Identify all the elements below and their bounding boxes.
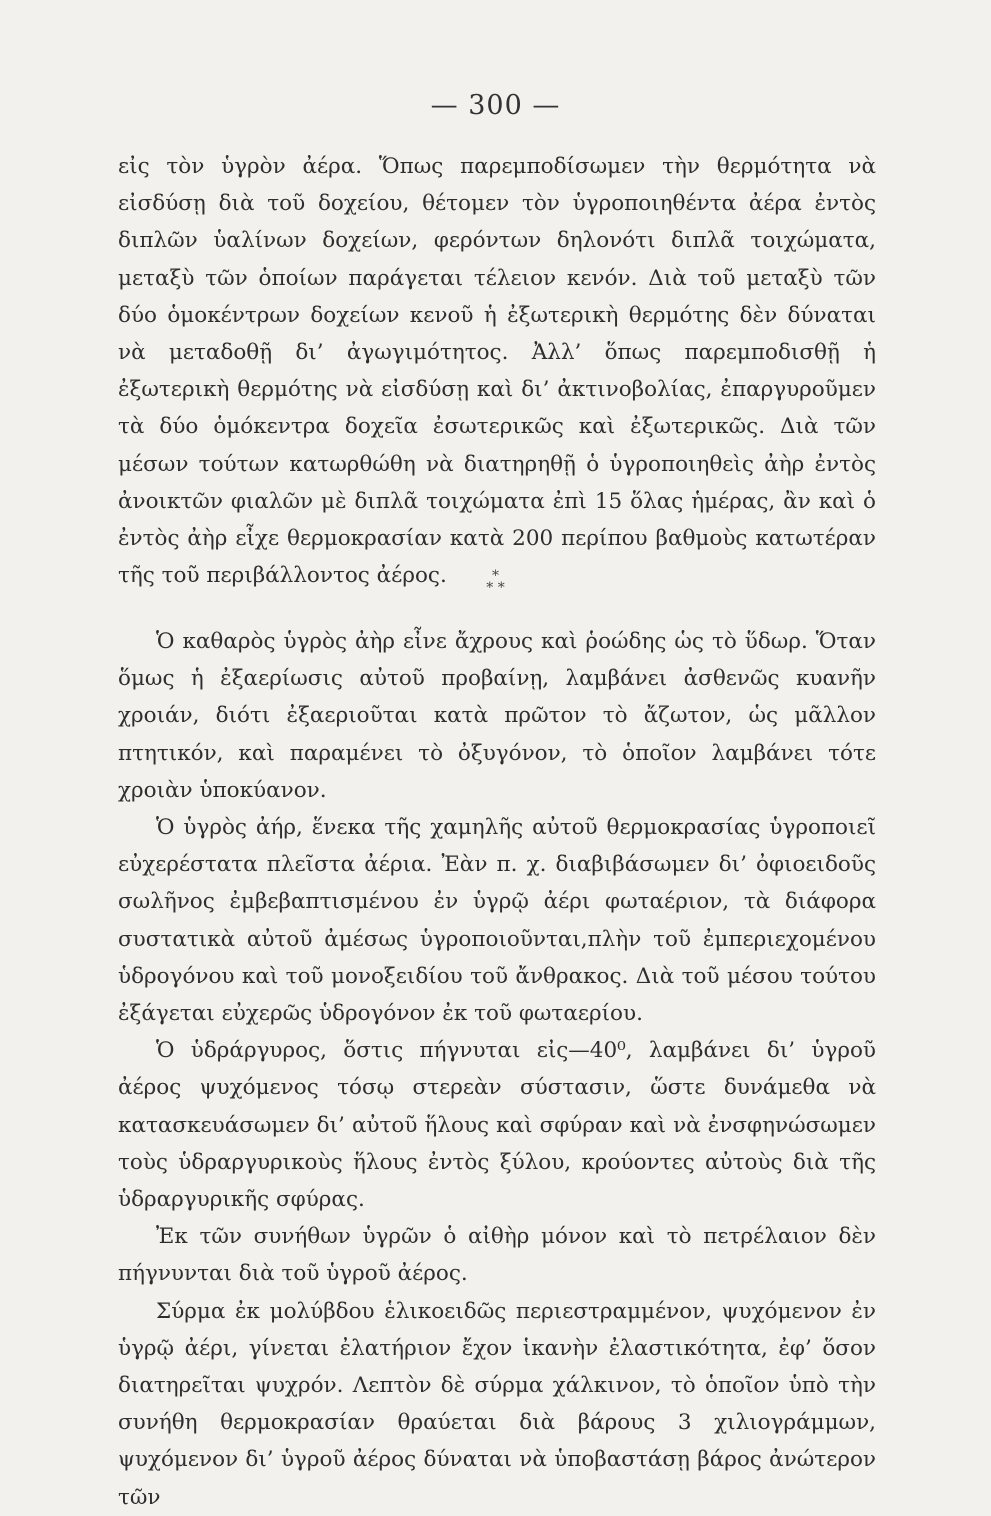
paragraph-continuation: εἰς τὸν ὑγρὸν ἀέρα. Ὅπως παρεμποδίσωμεν τὴν θερμότητα νὰ εἰσδύσῃ διὰ τοῦ δοχείου, θέτομεν τὸν ὑγροποιηθέντα ἀέρα ἐντὸς διπλῶν ὑαλίνων δοχείων, φερόντων δηλονότι διπλᾶ τοιχώματα, μεταξὺ τῶν ὁποίων παράγεται τέλειον κενόν. Διὰ τοῦ μεταξὺ τῶν δύο ὁμοκέντρων δοχείων κενοῦ ἡ ἐξωτερικὴ θερμότης δὲν δύναται νὰ μεταδοθῇ δι’ ἀγωγιμότητος. Ἀλλ’ ὅπως παρεμποδισθῇ ἡ ἐξωτερικὴ θερμότης νὰ εἰσδύσῃ καὶ δι’ ἀκτινοβολίας, ἐπαργυροῦμεν τὰ δύο ὁμόκεντρα δοχεῖα ἐσωτερικῶς καὶ ἐξωτερικῶς. Διὰ τῶν μέσων τούτων κατωρθώθη νὰ διατηρηθῇ ὁ ὑγροποιηθεὶς ἀὴρ ἐντὸς ἀνοικτῶν φιαλῶν μὲ διπλᾶ τοιχώματα ἐπὶ 15 ὅλας ἡμέρας, ἂν καὶ ὁ ἐντὸς ἀὴρ εἶχε θερμοκρασίαν κατὰ 200 περίπου βαθμοὺς κατωτέραν τῆς τοῦ περιβάλλοντος ἀέρος. xyxy=(118,154,876,589)
ornament-asterisk-top: * xyxy=(492,568,499,584)
text-block-bottom xyxy=(118,623,876,1516)
text-block-top xyxy=(118,148,876,594)
paragraph-liquid-air-color: Ὁ καθαρὸς ὑγρὸς ἀὴρ εἶνε ἄχρους καὶ ῥοώδης ὡς τὸ ὕδωρ. Ὅταν ὅμως ἡ ἐξαερίωσις αὐτοῦ προβαίνῃ, λαμβάνει ἀσθενῶς κυανῆν χροιάν, διότι ἐξαεριοῦται κατὰ πρῶτον τὸ ἄζωτον, ὡς μᾶλλον πτητικόν, καὶ παραμένει τὸ ὀξυγόνον, τὸ ὁποῖον λαμβάνει τότε χροιὰν ὑποκύανον. xyxy=(118,629,876,803)
paragraph-ether-petroleum: Ἐκ τῶν συνήθων ὑγρῶν ὁ αἰθὴρ μόνον καὶ τὸ πετρέλαιον δὲν πήγνυνται διὰ τοῦ ὑγροῦ ἀέρος. xyxy=(118,1224,876,1287)
page-number: — 300 — xyxy=(430,90,561,121)
paragraph-mercury: Ὁ ὑδράργυρος, ὅστις πήγνυται εἰς—40⁰, λαμβάνει δι’ ὑγροῦ ἀέρος ψυχόμενος τόσῳ στερεὰν σύστασιν, ὥστε δυνάμεθα νὰ κατασκευάσωμεν δι’ αὐτοῦ ἥλους καὶ σφύραν καὶ νὰ ἐνσφηνώσωμεν τοὺς ὑδραργυρικοὺς ἥλους ἐντὸς ξύλου, κρούοντες αὐτοὺς διὰ τῆς ὑδραργυρικῆς σφύρας. xyxy=(118,1038,876,1213)
ornament-asterisks-bottom: * * xyxy=(486,580,505,596)
paragraph-lead-wire: Σύρμα ἐκ μολύβδου ἑλικοειδῶς περιεστραμμένον, ψυχόμενον ἐν ὑγρῷ ἀέρι, γίνεται ἐλατήριον ἔχον ἱκανὴν ἐλαστικότητα, ἐφ’ ὅσον διατηρεῖται ψυχρόν. Λεπτὸν δὲ σύρμα χάλκινον, τὸ ὁποῖον ὑπὸ τὴν συνήθη θερμοκρασίαν θραύεται διὰ βάρους 3 χιλιογράμμων, ψυχόμενον δι’ ὑγροῦ ἀέρος δύναται νὰ ὑποβαστάσῃ βάρος ἀνώτερον τῶν xyxy=(118,1298,876,1510)
section-ornament xyxy=(0,570,991,594)
paragraph-liquefaction: Ὁ ὑγρὸς ἀήρ, ἕνεκα τῆς χαμηλῆς αὐτοῦ θερμοκρασίας ὑγροποιεῖ εὐχερέστατα πλεῖστα ἀέρια. Ἐὰν π. χ. διαβιβάσωμεν δι’ ὀφιοειδοῦς σωλῆνος ἐμβεβαπτισμένου ἐν ὑγρῷ ἀέρι φωταέριον, τὰ διάφορα συστατικὰ αὐτοῦ ἀμέσως ὑγροποιοῦνται,πλὴν τοῦ ἐμπεριεχομένου ὑδρογόνου καὶ τοῦ μονοξειδίου τοῦ ἄνθρακος. Διὰ τοῦ μέσου τούτου ἐξάγεται εὐχερῶς ὑδρογόνον ἐκ τοῦ φωταερίου. xyxy=(118,815,876,1027)
